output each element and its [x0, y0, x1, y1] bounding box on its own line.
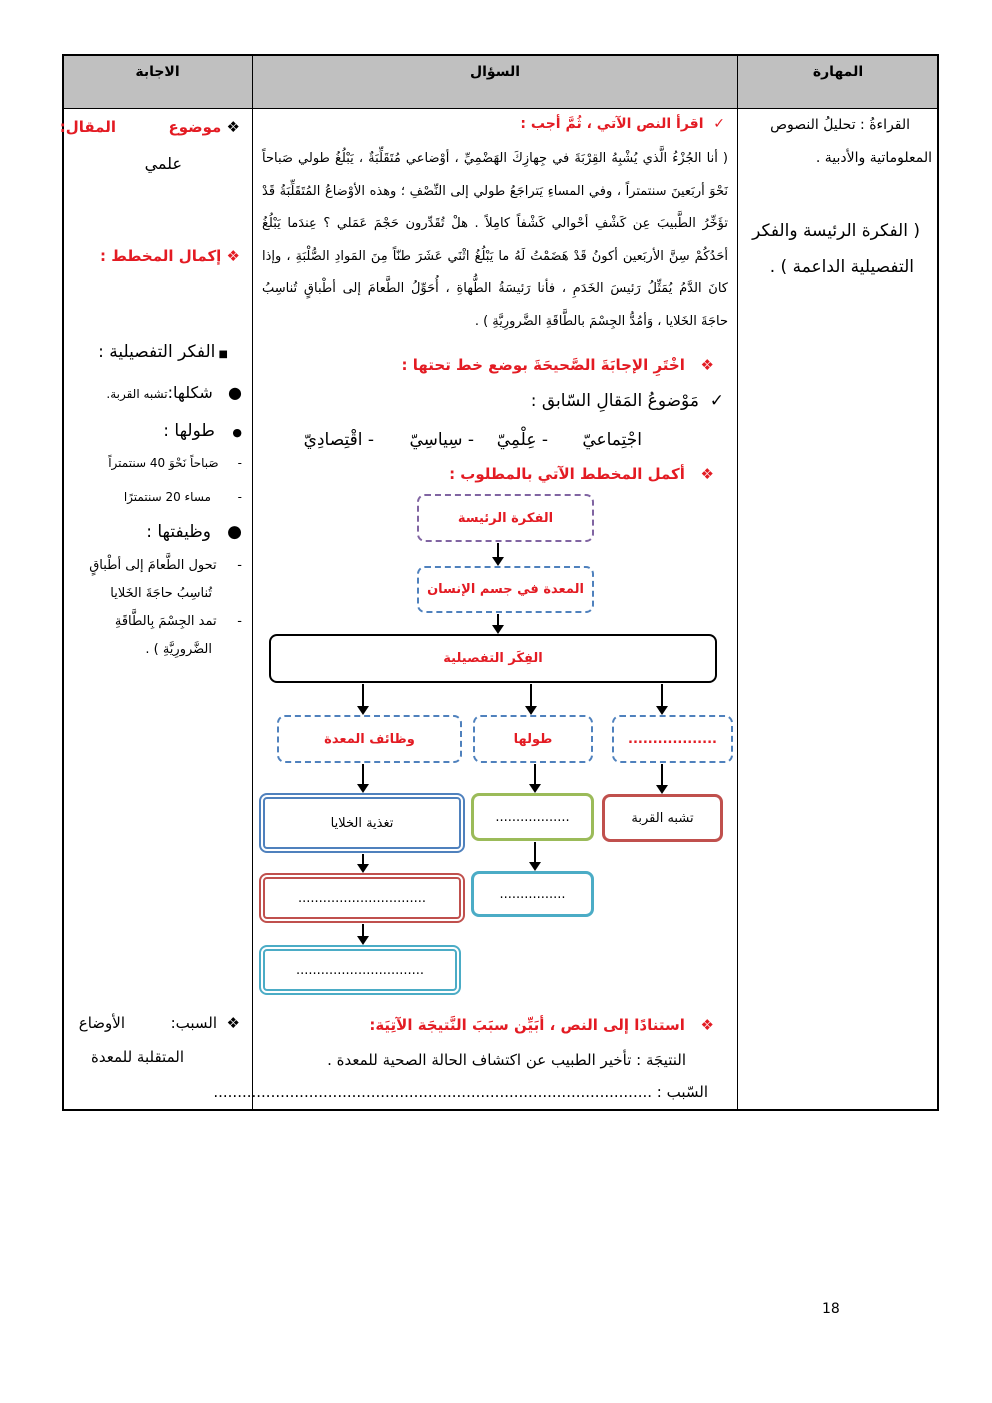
- answer-topic-value: علمي: [144, 154, 182, 173]
- check-icon: ✓: [703, 116, 725, 132]
- header-question: السؤال: [253, 55, 737, 108]
- page-number: 18: [822, 1301, 840, 1317]
- instruction-complete: ❖ أكمل المخطط الآتي بالمطلوب :: [449, 465, 714, 483]
- table-border: [252, 54, 253, 1111]
- answer-func-2: - تمد الجِسْمَ بِالطَّاقَةِ: [114, 614, 242, 629]
- skill-line: التفصيلية الداعمة ) .: [769, 257, 914, 277]
- instruction-choose: ❖ اخْتَرِ الإجابَةَ الصَّحيحَةَ بوضع خط تحتها :: [401, 356, 714, 374]
- topic-question: ✓ مَوْضوعُ المَقالِ السّابق :: [530, 391, 724, 411]
- answer-length-1: - صَباحاً نَحْوَ 40 سنتمتراً: [108, 456, 242, 470]
- skill-line: القراءةُ : تحليلُ النصوص: [770, 117, 910, 133]
- answer-func-1: - تحول الطَّعامَ إلى أطْباقٍ: [89, 558, 242, 573]
- arrow-icon: [362, 764, 364, 791]
- passage: ( أنا الجُزْءُ الَّذي يُشْبِهُ القِرْبَةَ في جِهازِكَ الهَضْمِيِّ ، أوْضاعي مُتَقَلِّبَةٌ ، يَبْلُغُ طولي صَباحاً نَحْوَ أربَعينَ سنتمتراً ، وفي المساءِ يَتراجَعُ طولي إلى النِّصْفِ ؛ وهذه الأوْضاعُ المُتَقَلِّبَةُ قَدْ تؤَخِّرُ الطَّبيبَ عِن كَشْفِ أحْوالي كَشْفاً كامِلاً . هلْ تُقَدِّرون حَجْمَ عَمَلي ؟ عِندَما يَبْلُغُ أحَدُكُمْ سِنَّ الأربَعين أكونُ قَدْ هَضَمْتُ لَهُ ما يَبْلُغُ اثْنَي عَشَرَ طنّاً مِنَ المَوادِ الصُّلْبَةِ ، وإذا كانَ الدَّمُ يُمَثِّلُ رَئيسَ الخَدَمِ ، فأنا رَئيسَةُ الطُّهاةِ ، أُحَوِّلُ الطَّعامَ إلى أطْباقٍ تُناسِبُ حاجَةَ الخَلايا ، وَأمُدُّ الجِسْمَ بالطَّاقَةِ الضَّرورِيَّةِ ) .: [262, 151, 728, 329]
- instruction-cause: ❖ استنادًا إلى النص ، أبَيِّن سبَبَ النَّتيجَة الآتِيَة:: [369, 1016, 714, 1034]
- table-border: [62, 54, 939, 56]
- option-political[interactable]: - سِياسِيّ: [409, 430, 474, 450]
- length-blank-box[interactable]: ..................: [471, 793, 594, 841]
- answer-function: ● وظيفتها :: [146, 522, 242, 542]
- diamond-bullet-icon: ❖: [221, 247, 240, 265]
- table-border: [937, 54, 939, 1111]
- arrow-icon: [497, 543, 499, 564]
- bullet-icon: ●: [210, 522, 242, 542]
- instruction-read: ✓ اقرأ النص الآتي ، ثُمَّ أجب :: [520, 116, 725, 132]
- option-scientific[interactable]: - عِلْمِيّ: [496, 430, 548, 450]
- arrow-icon: [661, 764, 663, 792]
- table-border: [62, 54, 64, 1111]
- stomach-box: المعدة في جسم الإنسان: [417, 566, 594, 613]
- diamond-bullet-icon: ❖: [217, 1014, 240, 1032]
- diamond-bullet-icon: ❖: [684, 465, 714, 483]
- answer-shape: ● شكلها:تشبه القربة.: [106, 383, 242, 402]
- answer-cause-value-2: المتقلبة للمعدة: [90, 1048, 184, 1066]
- length-blank-box-2[interactable]: ................: [471, 871, 594, 917]
- answer-length-2: - مساء 20 سنتمترًا: [123, 490, 242, 504]
- main-idea-box: الفكرة الرئيسة: [417, 494, 594, 542]
- resembles-box: تشبه القربة: [602, 794, 723, 842]
- answer-cause: ❖ السبب:: [170, 1014, 240, 1032]
- answer-func-2b: الضَّرورِيَّةِ ) .: [145, 642, 212, 657]
- arrow-icon: [497, 614, 499, 632]
- function-blank-box[interactable]: ...............................: [259, 873, 465, 923]
- function-blank-box-2[interactable]: ...............................: [259, 945, 461, 995]
- answer-complete-label: ❖ إكمال المخطط :: [100, 247, 240, 265]
- check-icon: ✓: [698, 391, 724, 411]
- arrow-icon: [362, 854, 364, 871]
- header-skill: المهارة: [738, 55, 938, 108]
- bullet-icon: ●: [212, 383, 242, 402]
- answer-func-1b: تُناسِبُ حاجَةَ الخَلايا: [110, 586, 212, 601]
- cause-field[interactable]: السّبب : ............................................................................................: [213, 1083, 708, 1101]
- functions-box: وظائف المعدة: [277, 715, 462, 763]
- table-border: [737, 54, 738, 1111]
- result-text: النتيجَة : تأخير الطبيب عن اكتشاف الحالة الصحية للمعدة .: [327, 1051, 686, 1069]
- arrow-icon: [534, 842, 536, 869]
- table-border: [62, 1109, 939, 1111]
- length-box: طولها: [473, 715, 593, 763]
- feeds-cells-box: تغذية الخلايا: [259, 793, 465, 853]
- diamond-bullet-icon: ❖: [221, 118, 240, 136]
- bullet-icon: ●: [214, 426, 242, 439]
- option-social[interactable]: اجْتِماعيّ: [582, 430, 642, 450]
- option-economic[interactable]: - اقْتِصادِيّ: [303, 430, 374, 450]
- table-border: [62, 108, 939, 109]
- details-title: ■ الفكر التفصيلية :: [98, 342, 228, 362]
- arrow-icon: [362, 684, 364, 713]
- arrow-icon: [534, 764, 536, 791]
- diamond-bullet-icon: ❖: [684, 356, 714, 374]
- skill-line: ( الفكرة الرئيسة والفكر: [752, 221, 920, 241]
- answer-cause-value-1: الأوضاع: [78, 1014, 125, 1032]
- arrow-icon: [661, 684, 663, 713]
- arrow-icon: [530, 684, 532, 713]
- answer-length: ● طولها :: [163, 421, 242, 441]
- answer-topic-label-2: المقال:: [59, 118, 116, 136]
- skill-line: المعلوماتية والأدبية .: [815, 150, 932, 166]
- arrow-icon: [362, 924, 364, 943]
- shape-blank-box[interactable]: ..................: [612, 715, 733, 763]
- details-box: الفِكَر التفصيلية: [269, 634, 717, 683]
- header-answer: الاجابة: [63, 55, 252, 108]
- diamond-bullet-icon: ❖: [684, 1016, 714, 1034]
- square-bullet-icon: ■: [215, 349, 228, 360]
- answer-topic-label: ❖ موضوع: [168, 118, 240, 136]
